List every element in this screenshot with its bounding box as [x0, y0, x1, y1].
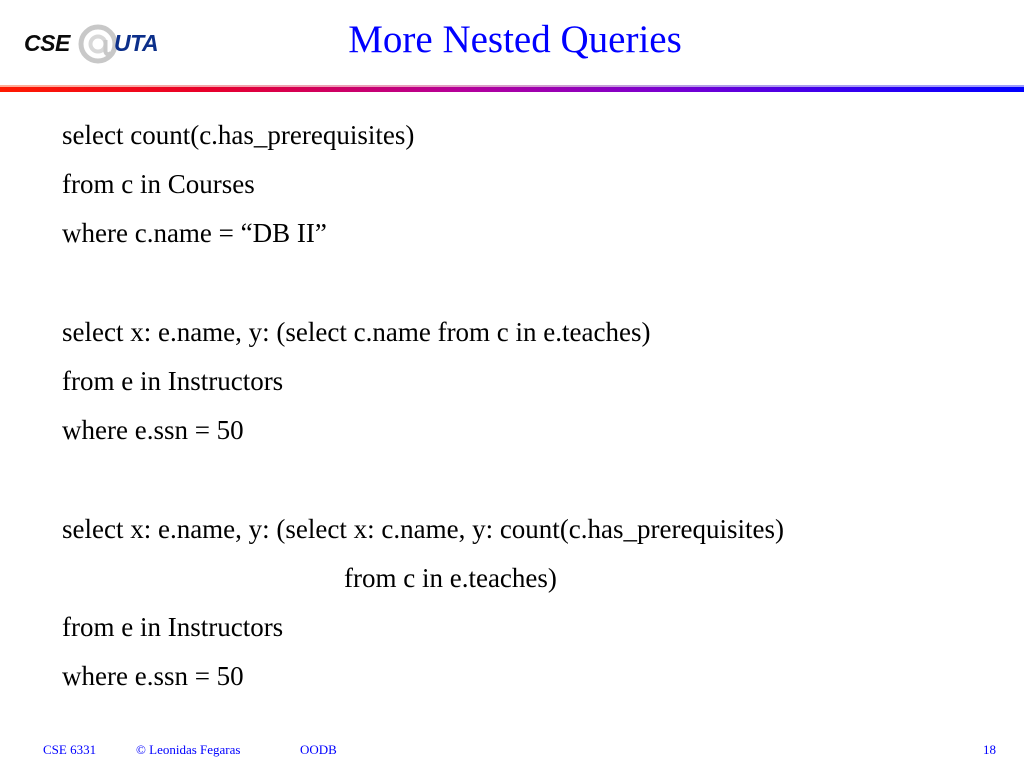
footer-topic: OODB	[300, 742, 337, 757]
query-line: select x: e.name, y: (select c.name from c in e.teaches)	[62, 316, 651, 347]
slide-footer	[0, 742, 1024, 762]
blank-line	[62, 455, 1012, 504]
page-number: 18	[983, 742, 996, 757]
slide-body	[62, 111, 1012, 701]
title-divider	[0, 85, 1024, 94]
query-line: where c.name = “DB II”	[62, 218, 327, 249]
logo-cse-text: CSE	[24, 30, 70, 56]
query-line-indented: from c in e.teaches)	[344, 562, 557, 593]
query-line: where e.ssn = 50	[62, 415, 244, 446]
blank-line	[62, 259, 1012, 308]
query-line: where e.ssn = 50	[62, 661, 244, 692]
logo-uta-text: UTA	[114, 30, 159, 56]
footer-copyright: © Leonidas Fegaras	[136, 742, 241, 757]
query-line: select count(c.has_prerequisites)	[62, 120, 415, 150]
query-line: from c in Courses	[62, 169, 255, 200]
footer-course: CSE 6331	[43, 742, 97, 757]
query-line: from e in Instructors	[62, 611, 284, 642]
query-line: from e in Instructors	[62, 365, 284, 396]
query-line: select x: e.name, y: (select x: c.name, y: count(c.has_prerequisites)	[62, 513, 784, 544]
slide-title: More Nested Queries	[348, 18, 682, 61]
